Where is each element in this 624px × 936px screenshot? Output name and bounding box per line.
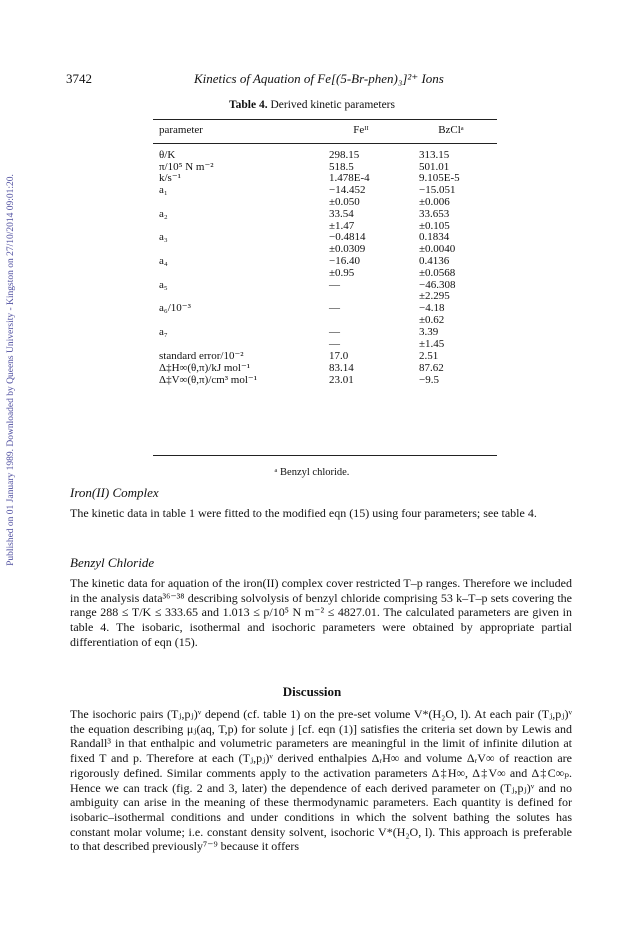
table-cell: −16.40 bbox=[329, 254, 360, 267]
running-title: Kinetics of Aquation of Fe[(5-Br-phen)₃]²⁺ Ions bbox=[194, 71, 444, 86]
table-cell: a₄ bbox=[159, 254, 168, 267]
table-cell: 0.1834 bbox=[419, 231, 450, 244]
table-cell bbox=[159, 221, 317, 233]
table-cell: k/s⁻¹ bbox=[159, 172, 181, 185]
table-cell: 2.51 bbox=[419, 350, 439, 363]
section-heading-discussion: Discussion bbox=[282, 684, 342, 699]
table-cell: −46.308 bbox=[419, 278, 456, 291]
table-cell: — bbox=[329, 337, 340, 350]
table-cell: θ/K bbox=[159, 148, 176, 161]
table-cell: 17.0 bbox=[329, 350, 349, 363]
page-number: 3742 bbox=[66, 71, 92, 86]
table-cell bbox=[317, 315, 405, 327]
column-header: parameter bbox=[159, 124, 203, 136]
table-cell bbox=[159, 339, 317, 351]
table-body bbox=[159, 150, 497, 387]
paragraph-benzyl: The kinetic data for aquation of the iron(II) complex cover restricted T–p ranges. Therefore we included in the analysis data³⁶⁻³⁸ describing solvolysis of benzyl chloride comprising 53 k–T–p sets covering the range 288 ≤ T/K ≤ 333.65 and 1.013 ≤ p/10⁵ N m⁻² ≤ 4827.01. The calculated parameters are given in table 4. The isobaric, isothermal and isochoric parameters were obtained by appropriate partial differentiation of eqn (15). bbox=[70, 576, 572, 649]
table-cell: 501.01 bbox=[419, 160, 450, 173]
table-caption-label: Table 4. bbox=[229, 99, 268, 111]
table-cell: 87.62 bbox=[419, 362, 444, 375]
column-header: BzClᵃ bbox=[438, 124, 464, 136]
table-cell bbox=[159, 244, 317, 256]
table-cell: a₇ bbox=[159, 325, 168, 338]
table-cell: 9.105E-5 bbox=[419, 172, 460, 185]
table-cell: a₆/10⁻³ bbox=[159, 302, 191, 315]
table-header-row bbox=[159, 125, 497, 137]
table-row bbox=[159, 256, 497, 268]
table-row bbox=[159, 315, 497, 327]
table-cell: standard error/10⁻² bbox=[159, 350, 244, 363]
table-cell: — bbox=[329, 325, 340, 338]
table-cell: 313.15 bbox=[419, 148, 450, 161]
table-row bbox=[159, 303, 497, 315]
table-cell: Δ‡H∞(θ,π)/kJ mol⁻¹ bbox=[159, 362, 251, 375]
table-row bbox=[159, 291, 497, 303]
table-cell: a₂ bbox=[159, 207, 168, 220]
table-cell: 1.478E-4 bbox=[329, 172, 370, 185]
table-cell: ±1.45 bbox=[419, 337, 445, 350]
section-heading-iron: Iron(II) Complex bbox=[70, 485, 159, 500]
table-cell: ±0.050 bbox=[329, 195, 360, 208]
table-footnote: ᵃ Benzyl chloride. bbox=[274, 467, 350, 478]
paragraph-iron: The kinetic data in table 1 were fitted to the modified eqn (15) using four parameters; see table 4. bbox=[70, 506, 537, 520]
table-cell: ±2.295 bbox=[419, 290, 450, 303]
download-watermark-text: Published on 01 January 1989. Downloaded by Queens University - Kingston on 27/10/2014 09:01:20. bbox=[6, 174, 16, 566]
table-row bbox=[159, 339, 497, 351]
table-caption-text: Derived kinetic parameters bbox=[270, 99, 395, 111]
table-cell bbox=[159, 268, 317, 280]
table-cell: −9.5 bbox=[419, 373, 439, 386]
table-cell bbox=[159, 197, 317, 209]
table-cell: — bbox=[329, 278, 340, 291]
table-cell: Δ‡V∞(θ,π)/cm³ mol⁻¹ bbox=[159, 373, 258, 386]
table-cell: 23.01 bbox=[329, 373, 354, 386]
table-cell: a₅ bbox=[159, 278, 168, 291]
section-heading-benzyl: Benzyl Chloride bbox=[70, 555, 155, 570]
table-row bbox=[159, 268, 497, 280]
table-cell: a₁ bbox=[159, 184, 168, 197]
table-cell: a₃ bbox=[159, 231, 168, 244]
table-bottom-rule bbox=[153, 455, 497, 456]
table-row bbox=[159, 209, 497, 221]
table-cell: −14.452 bbox=[329, 184, 366, 197]
table-row bbox=[159, 150, 497, 162]
table-cell bbox=[159, 315, 317, 327]
table-cell: 0.4136 bbox=[419, 254, 450, 267]
table-cell: — bbox=[329, 302, 340, 315]
table-cell: 3.39 bbox=[419, 325, 439, 338]
table-cell: −0.4814 bbox=[329, 231, 366, 244]
table-row bbox=[159, 197, 497, 209]
table-caption bbox=[0, 99, 624, 111]
table-cell: ±1.47 bbox=[329, 219, 355, 232]
table-cell: 33.653 bbox=[419, 207, 450, 220]
table-row bbox=[159, 327, 497, 339]
table-cell: 83.14 bbox=[329, 362, 354, 375]
table-cell: ±0.62 bbox=[419, 313, 445, 326]
data-table bbox=[159, 125, 497, 387]
table-cell: ±0.0309 bbox=[329, 243, 366, 256]
table-top-rule bbox=[153, 119, 497, 120]
table-cell: ±0.95 bbox=[329, 266, 355, 279]
table-cell: −15.051 bbox=[419, 184, 456, 197]
table-cell: π/10⁵ N m⁻² bbox=[159, 160, 214, 173]
table-cell: 518.5 bbox=[329, 160, 354, 173]
table-cell: 33.54 bbox=[329, 207, 354, 220]
table-cell: ±0.0040 bbox=[419, 243, 456, 256]
table-cell: ±0.006 bbox=[419, 195, 450, 208]
table-row bbox=[159, 375, 497, 387]
table-cell: −4.18 bbox=[419, 302, 445, 315]
download-watermark bbox=[4, 150, 18, 590]
column-header: Feᴵᴵ bbox=[353, 124, 369, 136]
table-cell: ±0.0568 bbox=[419, 266, 456, 279]
table-cell: ±0.105 bbox=[419, 219, 450, 232]
paragraph-discussion: The isochoric pairs (Tⱼ,pⱼ)ᵛ depend (cf. table 1) on the pre-set volume V*(H₂O, l). At each pair (Tⱼ,pⱼ)ᵛ the equation describing μⱼ(aq, T,p) for solute j [cf. eqn (1)] satisfies the criteria set down by Lewis and Randall³ in that enthalpic and volumetric parameters are meaningful in the limit of infinite dilution at fixed T and p. Therefore at each (Tⱼ,pⱼ)ᵛ derived enthalpies ΔᵣH∞ and volume ΔᵣV∞ of reaction are rigorously defined. Similar comments apply to the activation parameters Δ‡H∞, Δ‡V∞ and Δ‡C∞ₚ. Hence we can track (fig. 2 and 3, later) the dependence of each derived parameter on (Tⱼ,pⱼ)ᵛ and no ambiguity can arise in the meaning of these thermodynamic parameters. Each quantity is defined for isobaric–isothermal conditions and under conditions in which the solvent bathing the solutes has constant molar volume; i.e. constant density solvent, isochoric V*(H₂O, l). This approach is preferable to that described previously⁷⁻⁹ because it offers bbox=[70, 707, 572, 854]
table-cell: 298.15 bbox=[329, 148, 360, 161]
